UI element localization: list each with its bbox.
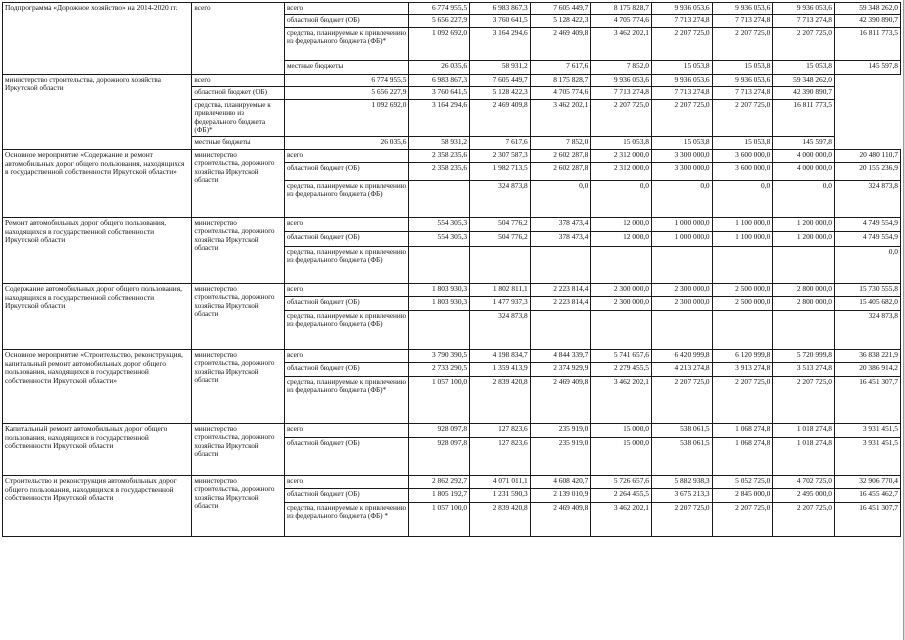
year-value-cell: 2 800 000,0 [773,296,835,310]
funding-source-cell: средства, планируемые к привлечению из федерального бюджета (ФБ) [284,310,408,349]
total-value-cell: 59 348 262,0 [773,75,835,87]
year-value-cell: 1 018 274,8 [773,423,835,437]
year-value-cell: 2 839 420,8 [470,502,531,536]
year-value-cell: 2 862 292,7 [409,475,470,488]
executor-cell: министерство строительства, дорожного хозяйства Иркутской области [192,475,285,536]
year-value-cell: 1 805 192,7 [409,488,470,502]
year-value-cell [409,310,470,349]
total-value-cell: 145 597,8 [773,136,835,149]
year-value-cell: 5 741 657,6 [591,349,652,362]
total-value-cell: 16 451 307,7 [834,502,900,536]
year-value-cell: 15 000,0 [591,437,652,475]
year-value-cell [470,246,531,283]
year-value-cell [409,246,470,283]
funding-source-cell: средства, планируемые к привлечению из федерального бюджета (ФБ)* [284,376,408,423]
total-value-cell: 42 390 890,7 [773,87,835,100]
year-value-cell: 58 931,2 [470,61,531,75]
year-value-cell: 2 469 409,8 [530,28,591,61]
executor-cell: министерство строительства, дорожного хозяйства Иркутской области [192,423,285,475]
year-value-cell: 4 705 774,6 [591,15,652,28]
year-value-cell: 1 000 000,0 [651,217,712,231]
activity-name-cell: Капитальный ремонт автомобильных дорог общего пользования, находящихся в государственной собственности Иркутской области [3,423,192,475]
year-value-cell: 5 726 657,6 [591,475,652,488]
year-value-cell: 7 713 274,8 [651,87,712,100]
year-value-cell: 1 068 274,8 [712,437,773,475]
year-value-cell: 3 164 294,6 [470,28,531,61]
year-value-cell: 1 018 274,8 [773,437,835,475]
funding-source-cell: областной бюджет (ОБ) [284,362,408,376]
year-value-cell: 1 200 000,0 [773,231,835,246]
year-value-cell: 1 100 000,0 [712,217,773,231]
year-value-cell: 4 071 011,1 [470,475,531,488]
year-value-cell: 2 207 725,0 [773,502,835,536]
year-value-cell: 7 713 274,8 [773,15,835,28]
year-value-cell: 4 213 274,8 [651,362,712,376]
year-value-cell: 9 936 053,6 [773,3,835,15]
year-value-cell: 235 919,0 [530,437,591,475]
year-value-cell: 504 776,2 [470,231,531,246]
year-value-cell: 2 500 000,0 [712,296,773,310]
budget-table [2,2,901,537]
year-value-cell: 554 305,3 [409,217,470,231]
budget-table-body [3,3,901,537]
year-value-cell: 2 602 287,8 [530,162,591,180]
year-value-cell: 5 656 227,9 [409,15,470,28]
year-value-cell: 7 617,6 [470,136,531,149]
year-value-cell: 9 936 053,6 [712,75,773,87]
year-value-cell: 1 982 713,5 [470,162,531,180]
year-value-cell: 0,0 [530,180,591,217]
year-value-cell: 0,0 [712,180,773,217]
year-value-cell: 7 713 274,8 [712,15,773,28]
funding-source-cell: всего [284,217,408,231]
year-value-cell: 26 035,6 [284,136,408,149]
year-value-cell: 4 000 000,0 [773,162,835,180]
total-value-cell: 145 597,8 [834,61,900,75]
year-value-cell: 2 223 814,4 [530,283,591,296]
year-value-cell: 3 462 202,1 [591,502,652,536]
year-value-cell: 0,0 [651,180,712,217]
year-value-cell: 5 128 422,3 [530,15,591,28]
funding-source-cell: всего [284,423,408,437]
year-value-cell: 6 983 867,3 [470,3,531,15]
year-value-cell: 1 477 937,3 [470,296,531,310]
year-value-cell: 1 231 590,3 [470,488,531,502]
year-value-cell: 2 845 000,0 [712,488,773,502]
activity-name-cell: Содержание автомобильных дорог общего пользования, находящихся в государственной собственности Иркутской области [3,283,192,349]
table-row [3,3,901,15]
year-value-cell: 2 207 725,0 [651,376,712,423]
activity-name-cell: Строительство и реконструкция автомобильных дорог общего пользования, находящихся в государственной собственности Иркутской области [3,475,192,536]
funding-source-cell: всего [284,3,408,15]
year-value-cell: 3 300 000,0 [651,149,712,162]
funding-source-cell: средства, планируемые к привлечению из федерального бюджета (ФБ)* [192,100,285,137]
year-value-cell: 1 802 811,1 [470,283,531,296]
year-value-cell: 4 198 834,7 [470,349,531,362]
total-value-cell: 4 749 554,9 [834,217,900,231]
year-value-cell: 538 061,5 [651,437,712,475]
year-value-cell: 3 164 294,6 [409,100,470,137]
year-value-cell: 2 300 000,0 [591,283,652,296]
year-value-cell: 3 513 274,8 [773,362,835,376]
table-row [3,349,901,362]
year-value-cell: 2 500 000,0 [712,283,773,296]
executor-cell: министерство строительства, дорожного хозяйства Иркутской области [192,217,285,283]
year-value-cell: 2 264 455,5 [591,488,652,502]
year-value-cell [712,246,773,283]
table-row [3,475,901,488]
total-value-cell: 324 873,8 [834,310,900,349]
year-value-cell: 127 823,6 [470,437,531,475]
year-value-cell: 2 312 000,0 [591,149,652,162]
funding-source-cell: всего [284,149,408,162]
year-value-cell: 1 359 413,9 [470,362,531,376]
year-value-cell: 378 473,4 [530,231,591,246]
total-value-cell: 20 386 914,2 [834,362,900,376]
year-value-cell: 2 207 725,0 [773,376,835,423]
year-value-cell: 2 207 725,0 [712,100,773,137]
year-value-cell: 538 061,5 [651,423,712,437]
year-value-cell: 324 873,8 [470,180,531,217]
year-value-cell: 3 913 274,8 [712,362,773,376]
year-value-cell: 2 207 725,0 [773,28,835,61]
year-value-cell: 3 300 000,0 [651,162,712,180]
year-value-cell: 2 469 409,8 [530,376,591,423]
year-value-cell: 58 931,2 [409,136,470,149]
year-value-cell: 2 207 725,0 [712,28,773,61]
year-value-cell [591,310,652,349]
year-value-cell: 3 790 390,5 [409,349,470,362]
year-value-cell: 3 462 202,1 [530,100,591,137]
year-value-cell [773,310,835,349]
year-value-cell: 9 936 053,6 [651,3,712,15]
year-value-cell: 7 617,6 [530,61,591,75]
year-value-cell: 9 936 053,6 [591,75,652,87]
year-value-cell: 2 374 929,9 [530,362,591,376]
total-value-cell: 20 155 236,9 [834,162,900,180]
total-value-cell: 36 838 221,9 [834,349,900,362]
year-value-cell: 2 207 725,0 [591,100,652,137]
executor-cell: министерство строительства, дорожного хозяйства Иркутской области [192,349,285,423]
year-value-cell [651,310,712,349]
activity-name-cell: Основное мероприятие «Содержание и ремонт автомобильных дорог общего пользования, находящихся в государственной собственности Иркутской области» [3,149,192,217]
year-value-cell: 1 000 000,0 [651,231,712,246]
year-value-cell: 2 300 000,0 [651,296,712,310]
year-value-cell: 8 175 828,7 [530,75,591,87]
year-value-cell: 928 097,8 [409,437,470,475]
year-value-cell: 6 420 999,8 [651,349,712,362]
funding-source-cell: средства, планируемые к привлечению из федерального бюджета (ФБ) [284,180,408,217]
funding-source-cell: областной бюджет (ОБ) [284,296,408,310]
total-value-cell: 59 348 262,0 [834,3,900,15]
year-value-cell: 324 873,8 [470,310,531,349]
year-value-cell: 4 702 725,0 [773,475,835,488]
year-value-cell: 0,0 [773,180,835,217]
year-value-cell: 1 100 000,0 [712,231,773,246]
funding-source-cell: всего [284,349,408,362]
funding-source-cell: средства, планируемые к привлечению из федерального бюджета (ФБ) [284,246,408,283]
year-value-cell: 7 605 449,7 [470,75,531,87]
total-value-cell: 20 480 110,7 [834,149,900,162]
year-value-cell: 7 605 449,7 [530,3,591,15]
year-value-cell: 3 462 202,1 [591,28,652,61]
year-value-cell: 7 713 274,8 [651,15,712,28]
year-value-cell: 7 713 274,8 [712,87,773,100]
total-value-cell: 3 931 451,5 [834,437,900,475]
total-value-cell: 15 730 555,8 [834,283,900,296]
executor-cell: министерство строительства, дорожного хозяйства Иркутской области [3,75,192,150]
year-value-cell: 5 128 422,3 [470,87,531,100]
executor-cell: министерство строительства, дорожного хозяйства Иркутской области [192,149,285,217]
funding-source-cell: средства, планируемые к привлечению из федерального бюджета (ФБ) * [284,502,408,536]
year-value-cell: 12 000,0 [591,231,652,246]
year-value-cell [530,246,591,283]
year-value-cell [773,246,835,283]
year-value-cell: 5 052 725,0 [712,475,773,488]
year-value-cell: 2 223 814,4 [530,296,591,310]
year-value-cell: 2 300 000,0 [651,283,712,296]
year-value-cell: 2 207 725,0 [651,502,712,536]
year-value-cell: 3 600 000,0 [712,149,773,162]
activity-name-cell: Ремонт автомобильных дорог общего пользования, находящихся в государственной собственности Иркутской области [3,217,192,283]
year-value-cell: 4 705 774,6 [530,87,591,100]
funding-source-cell: всего [192,75,285,87]
year-value-cell: 2 800 000,0 [773,283,835,296]
year-value-cell: 2 207 725,0 [712,376,773,423]
total-value-cell: 16 811 773,5 [773,100,835,137]
year-value-cell: 0,0 [591,180,652,217]
year-value-cell: 3 675 213,3 [651,488,712,502]
funding-source-cell: областной бюджет (ОБ) [284,162,408,180]
year-value-cell: 6 983 867,3 [409,75,470,87]
table-row [3,75,901,87]
year-value-cell: 5 720 999,8 [773,349,835,362]
year-value-cell: 4 608 420,7 [530,475,591,488]
year-value-cell: 3 760 641,5 [409,87,470,100]
year-value-cell: 3 760 641,5 [470,15,531,28]
table-row [3,283,901,296]
year-value-cell: 26 035,6 [409,61,470,75]
year-value-cell: 15 000,0 [591,423,652,437]
total-value-cell: 16 811 773,5 [834,28,900,61]
year-value-cell: 1 803 930,3 [409,283,470,296]
total-value-cell: 16 451 307,7 [834,376,900,423]
year-value-cell: 2 495 000,0 [773,488,835,502]
year-value-cell: 6 774 955,5 [409,3,470,15]
year-value-cell: 15 053,8 [712,136,773,149]
activity-name-cell: Подпрограмма «Дорожное хозяйство» на 2014-2020 гг. [3,3,192,75]
year-value-cell: 2 207 725,0 [651,28,712,61]
year-value-cell: 2 312 000,0 [591,162,652,180]
year-value-cell: 12 000,0 [591,217,652,231]
total-value-cell: 16 455 462,7 [834,488,900,502]
total-value-cell: 42 390 890,7 [834,15,900,28]
year-value-cell: 1 092 692,0 [409,28,470,61]
year-value-cell: 2 602 287,8 [530,149,591,162]
year-value-cell [651,246,712,283]
year-value-cell: 235 919,0 [530,423,591,437]
total-value-cell: 15 405 682,0 [834,296,900,310]
executor-cell: всего [192,3,285,75]
year-value-cell: 7 713 274,8 [591,87,652,100]
year-value-cell [409,180,470,217]
year-value-cell: 15 053,8 [651,136,712,149]
year-value-cell: 9 936 053,6 [712,3,773,15]
year-value-cell: 2 207 725,0 [651,100,712,137]
funding-source-cell: областной бюджет (ОБ) [284,231,408,246]
year-value-cell: 1 057 100,0 [409,376,470,423]
year-value-cell: 2 469 409,8 [530,502,591,536]
year-value-cell: 2 358 235,6 [409,162,470,180]
funding-source-cell: местные бюджеты [284,61,408,75]
year-value-cell: 1 803 930,3 [409,296,470,310]
year-value-cell: 2 358 235,6 [409,149,470,162]
funding-source-cell: всего [284,283,408,296]
year-value-cell: 15 053,8 [591,136,652,149]
year-value-cell: 9 936 053,6 [651,75,712,87]
year-value-cell: 15 053,8 [712,61,773,75]
funding-source-cell: средства, планируемые к привлечению из федерального бюджета (ФБ)* [284,28,408,61]
funding-source-cell: всего [284,475,408,488]
activity-name-cell: Основное мероприятие «Строительство, реконструкция, капитальный ремонт автомобильных дорог общего пользования, находящихся в государственной собственности Иркутской области» [3,349,192,423]
year-value-cell: 1 092 692,0 [284,100,408,137]
year-value-cell: 378 473,4 [530,217,591,231]
year-value-cell: 4 000 000,0 [773,149,835,162]
total-value-cell: 324 873,8 [834,180,900,217]
year-value-cell: 3 462 202,1 [591,376,652,423]
year-value-cell: 2 839 420,8 [470,376,531,423]
year-value-cell [591,246,652,283]
year-value-cell: 1 200 000,0 [773,217,835,231]
year-value-cell: 2 469 409,8 [470,100,531,137]
year-value-cell: 7 852,0 [530,136,591,149]
year-value-cell: 1 068 274,8 [712,423,773,437]
year-value-cell: 2 279 455,5 [591,362,652,376]
funding-source-cell: областной бюджет (ОБ) [284,15,408,28]
funding-source-cell: областной бюджет (ОБ) [284,488,408,502]
total-value-cell: 4 749 554,9 [834,231,900,246]
year-value-cell: 2 733 290,5 [409,362,470,376]
year-value-cell: 928 097,8 [409,423,470,437]
total-value-cell: 32 906 770,4 [834,475,900,488]
year-value-cell: 7 852,0 [591,61,652,75]
year-value-cell: 15 053,8 [773,61,835,75]
table-row [3,217,901,231]
table-row [3,149,901,162]
year-value-cell: 1 057 100,0 [409,502,470,536]
year-value-cell: 4 844 339,7 [530,349,591,362]
year-value-cell: 554 305,3 [409,231,470,246]
year-value-cell: 2 307 587,3 [470,149,531,162]
year-value-cell: 15 053,8 [651,61,712,75]
total-value-cell: 3 931 451,5 [834,423,900,437]
year-value-cell: 504 776,2 [470,217,531,231]
year-value-cell: 6 774 955,5 [284,75,408,87]
funding-source-cell: областной бюджет (ОБ) [284,437,408,475]
year-value-cell: 8 175 828,7 [591,3,652,15]
year-value-cell [712,310,773,349]
table-row [3,423,901,437]
executor-cell: министерство строительства, дорожного хозяйства Иркутской области [192,283,285,349]
year-value-cell: 5 882 938,3 [651,475,712,488]
year-value-cell: 3 600 000,0 [712,162,773,180]
year-value-cell: 5 656 227,9 [284,87,408,100]
year-value-cell: 2 139 010,9 [530,488,591,502]
year-value-cell: 127 823,6 [470,423,531,437]
year-value-cell: 2 207 725,0 [712,502,773,536]
funding-source-cell: местные бюджеты [192,136,285,149]
year-value-cell: 6 120 999,8 [712,349,773,362]
year-value-cell: 2 300 000,0 [591,296,652,310]
funding-source-cell: областной бюджет (ОБ) [192,87,285,100]
year-value-cell [530,310,591,349]
total-value-cell: 0,0 [834,246,900,283]
